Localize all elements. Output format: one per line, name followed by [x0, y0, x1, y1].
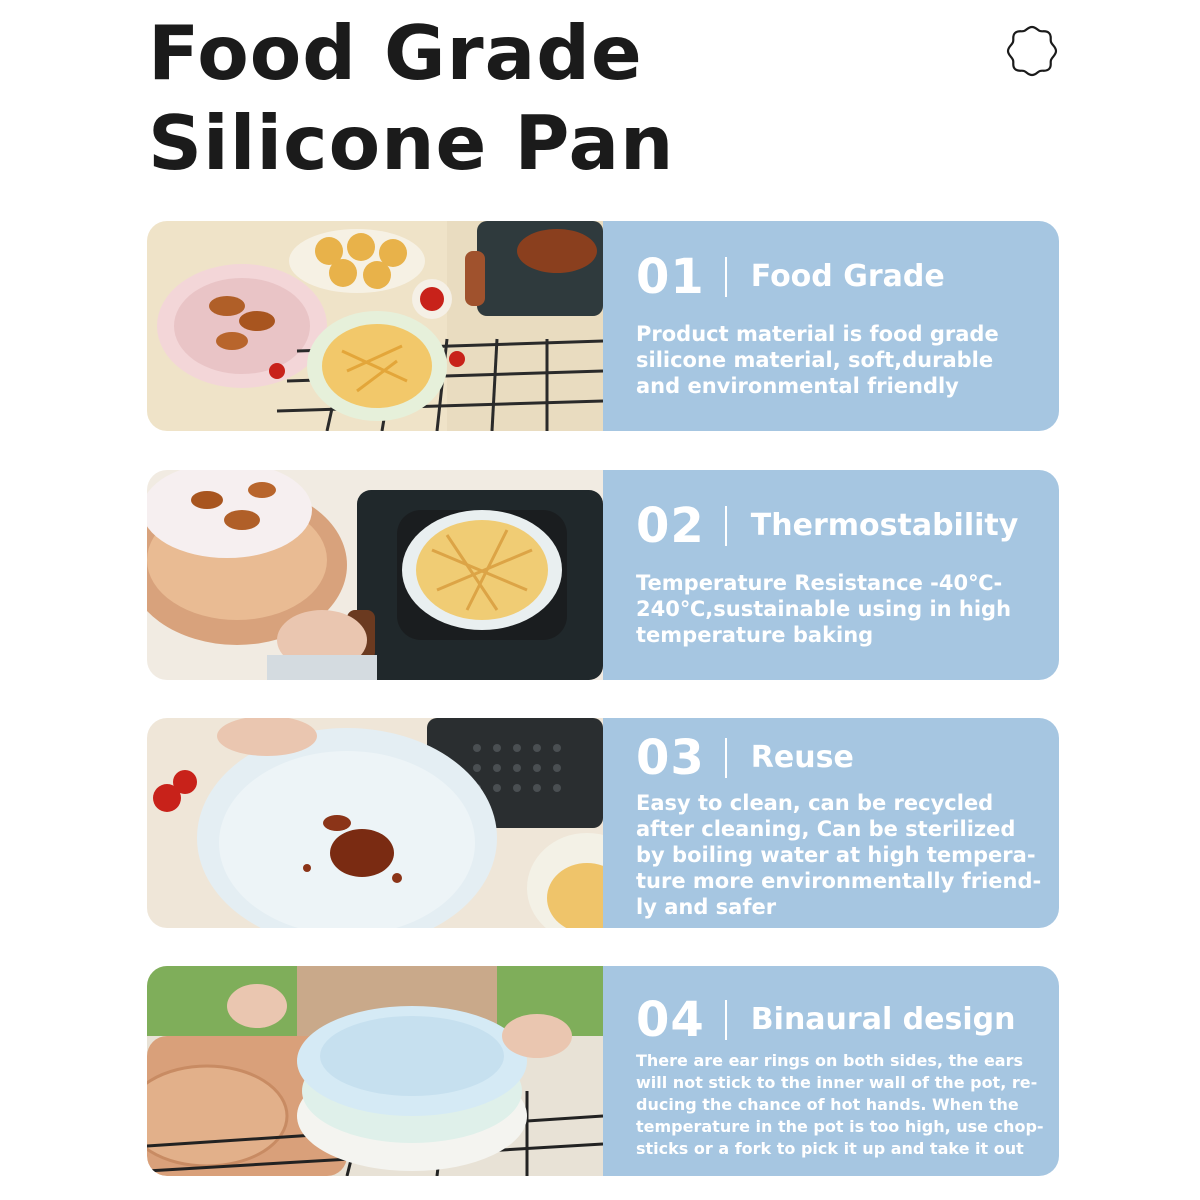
divider — [725, 738, 727, 778]
feature-heading — [636, 500, 1018, 552]
feature-heading — [636, 994, 1015, 1046]
feature-title: Thermostability — [750, 508, 1019, 543]
feature-info-panel — [603, 221, 1059, 431]
page-title — [148, 8, 768, 188]
feature-title: Food Grade — [750, 259, 945, 294]
feature-number: 04 — [636, 992, 705, 1048]
divider — [725, 1000, 727, 1040]
feature-number: 02 — [636, 498, 705, 554]
divider — [725, 257, 727, 297]
feature-info-panel — [603, 718, 1059, 928]
photo-air-fryer-fries — [147, 470, 603, 680]
feature-description: There are ear rings on both sides, the ears will not stick to the inner wall of the pot, re- ducing the chance of hot hands. When the temperature in the pot is too high, use chop- sticks or a fork to pick it up and take it out — [636, 1051, 1044, 1158]
feature-info-panel — [603, 470, 1059, 680]
photo-fried-food-liners — [147, 221, 603, 431]
feature-info-panel — [603, 966, 1059, 1176]
feature-title: Binaural design — [750, 1002, 1016, 1037]
feature-number: 01 — [636, 249, 705, 305]
feature-heading — [636, 251, 945, 303]
feature-number: 03 — [636, 730, 705, 786]
scalloped-circle-icon — [1005, 24, 1059, 78]
divider — [725, 506, 727, 546]
feature-card-food-grade — [147, 221, 1059, 431]
title-line-1: Food Grade — [148, 9, 643, 97]
feature-card-binaural-design — [147, 966, 1059, 1176]
feature-card-thermostability — [147, 470, 1059, 680]
photo-used-liner — [147, 718, 603, 928]
feature-description: Temperature Resistance -40℃- 240℃,sustainable using in high temperature baking — [636, 571, 1012, 647]
title-line-2: Silicone Pan — [148, 99, 675, 187]
feature-description: Easy to clean, can be recycled after cleaning, Can be sterilized by boiling water at high tempera- ture more environmentally friend- ly and safer — [636, 791, 1042, 919]
feature-title: Reuse — [750, 740, 854, 775]
feature-heading — [636, 732, 854, 784]
feature-description: Product material is food grade silicone material, soft,durable and environmental friendly — [636, 322, 999, 398]
photo-liner-ear-rings — [147, 966, 603, 1176]
feature-card-reuse — [147, 718, 1059, 928]
